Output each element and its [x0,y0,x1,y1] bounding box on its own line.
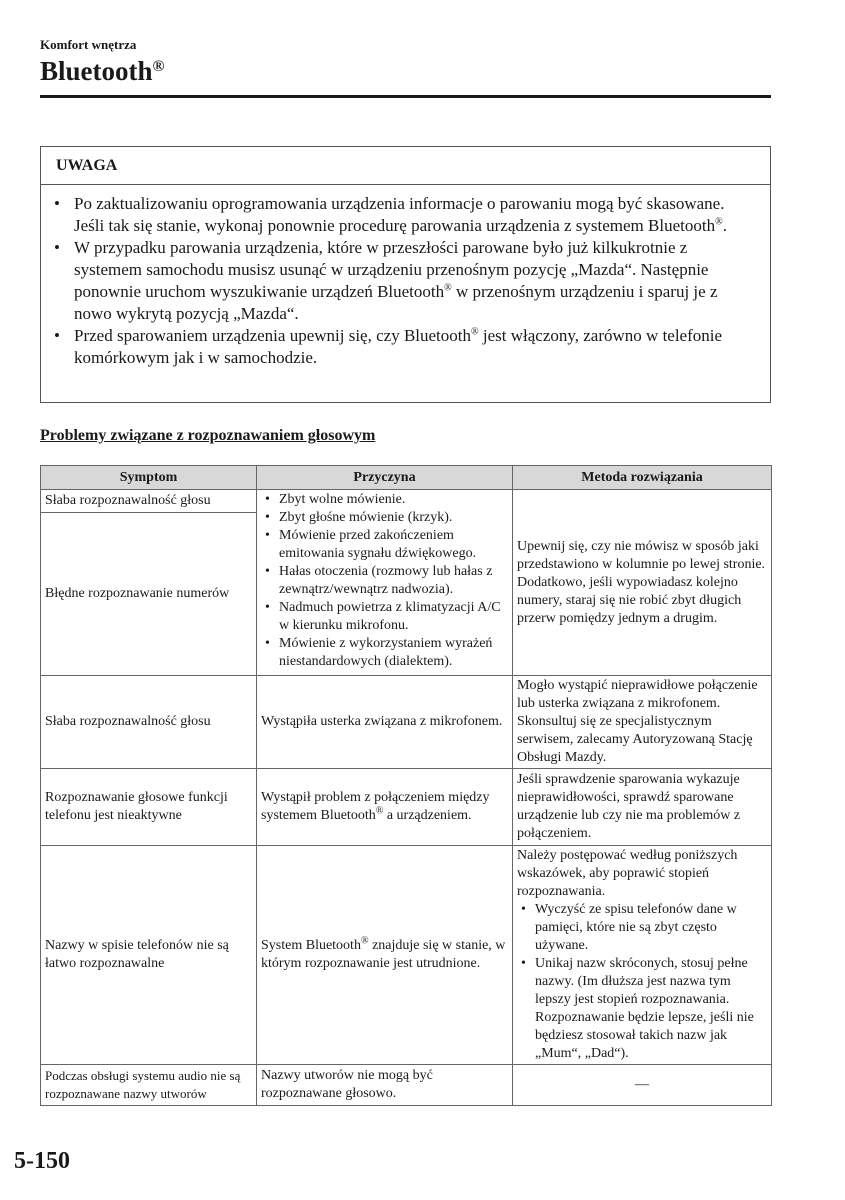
table-row [41,846,772,1065]
solution-cell [513,846,772,1065]
page-number: 5-150 [14,1148,70,1174]
title-rule [40,95,771,98]
cause-item: • Zbyt wolne mówienie. [279,491,508,509]
registered-mark: ® [152,58,165,75]
note-list [41,185,770,369]
solution-cell: Mogło wystąpić nieprawidłowe połączenie lub usterka związana z mikrofonem. Skonsultuj się ze specjalistycznym serwisem, zalecamy Autoryzowaną Stację Obsługi Mazdy. [513,676,772,769]
problems-table [40,465,772,1106]
col-cause: Przyczyna [257,466,513,490]
cause-item: • Mówienie z wykorzystaniem wyrażeń niestandardowych (dialektem). [279,635,508,671]
symptom-cell: Słaba rozpoznawalność głosu [41,490,257,513]
cause-item: • Nadmuch powietrza z klimatyzacji A/C w kierunku mikrofonu. [279,599,508,635]
solution-cell: Upewnij się, czy nie mówisz w sposób jaki przedstawiono w kolumnie po lewej stronie. Dodatkowo, jeśli wypowiadasz kolejno numery, staraj się nie robić zbyt długich przerw pomiędzy jednym a drugim. [513,490,772,676]
cause-cell: Nazwy utworów nie mogą być rozpoznawane głosowo. [257,1065,513,1106]
solution-cell: Jeśli sprawdzenie sparowania wykazuje nieprawidłowości, sprawdź sparowane urządzenie lub czy nie ma problemów z połączeniem. [513,769,772,846]
note-item: • Przed sparowaniem urządzenia upewnij się, czy Bluetooth® jest włączony, zarówno w telefonie komórkowym jak i w samochodzie. [74,325,752,369]
note-item: • Po zaktualizowaniu oprogramowania urządzenia informacje o parowaniu mogą być skasowane. Jeśli tak się stanie, wykonaj ponownie procedurę parowania urządzenia z systemem Bluetooth®. [74,193,752,237]
symptom-cell: Podczas obsługi systemu audio nie są rozpoznawane nazwy utworów [41,1065,257,1106]
cause-item: • Zbyt głośne mówienie (krzyk). [279,509,508,527]
cause-item: • Mówienie przed zakończeniem emitowania sygnału dźwiękowego. [279,527,508,563]
page-title [40,54,164,88]
symptom-cell: Nazwy w spisie telefonów nie są łatwo rozpoznawalne [41,846,257,1065]
cause-cell [257,490,513,676]
col-symptom: Symptom [41,466,257,490]
cause-cell: System Bluetooth® znajduje się w stanie, w którym rozpoznawanie jest utrudnione. [257,846,513,1065]
table-heading: Problemy związane z rozpoznawaniem głosowym [40,427,376,444]
cause-cell: Wystąpiła usterka związana z mikrofonem. [257,676,513,769]
solution-cell: — [513,1065,772,1106]
table-row [41,769,772,846]
section-label: Komfort wnętrza [40,37,137,52]
symptom-cell: Rozpoznawanie głosowe funkcji telefonu jest nieaktywne [41,769,257,846]
symptom-cell: Błędne rozpoznawanie numerów [41,513,257,676]
cause-cell: Wystąpił problem z połączeniem między systemem Bluetooth® a urządzeniem. [257,769,513,846]
solution-item: • Wyczyść ze spisu telefonów dane w pamięci, które nie są zbyt często używane. [535,901,767,955]
table-header-row [41,466,772,490]
note-box [40,146,771,403]
note-item: • W przypadku parowania urządzenia, które w przeszłości parowane było już kilkukrotnie z systemem samochodu musisz usunąć w urządzeniu przenośnym pozycję „Mazda“. Następnie ponownie uruchom wyszukiwanie urządzeń Bluetooth® w przenośnym urządzeniu i sparuj je z nowo wykrytą pozycją „Mazda“. [74,237,752,325]
symptom-cell: Słaba rozpoznawalność głosu [41,676,257,769]
col-solution: Metoda rozwiązania [513,466,772,490]
table-row [41,490,772,513]
solution-intro: Należy postępować według poniższych wskazówek, aby poprawić stopień rozpoznawania. [517,848,738,899]
note-heading: UWAGA [41,147,770,185]
cause-item: • Hałas otoczenia (rozmowy lub hałas z zewnątrz/wewnątrz nadwozia). [279,563,508,599]
page-title-text: Bluetooth [40,56,153,86]
solution-item: • Unikaj nazw skróconych, stosuj pełne nazwy. (Im dłuższa jest nazwa tym lepszy jest stopień rozpoznawania. Rozpoznawanie będzie lepsze, jeśli nie będziesz stosował takich nazw jak „Mum“, „Dad“). [535,955,767,1063]
table-row [41,676,772,769]
table-row [41,1065,772,1106]
